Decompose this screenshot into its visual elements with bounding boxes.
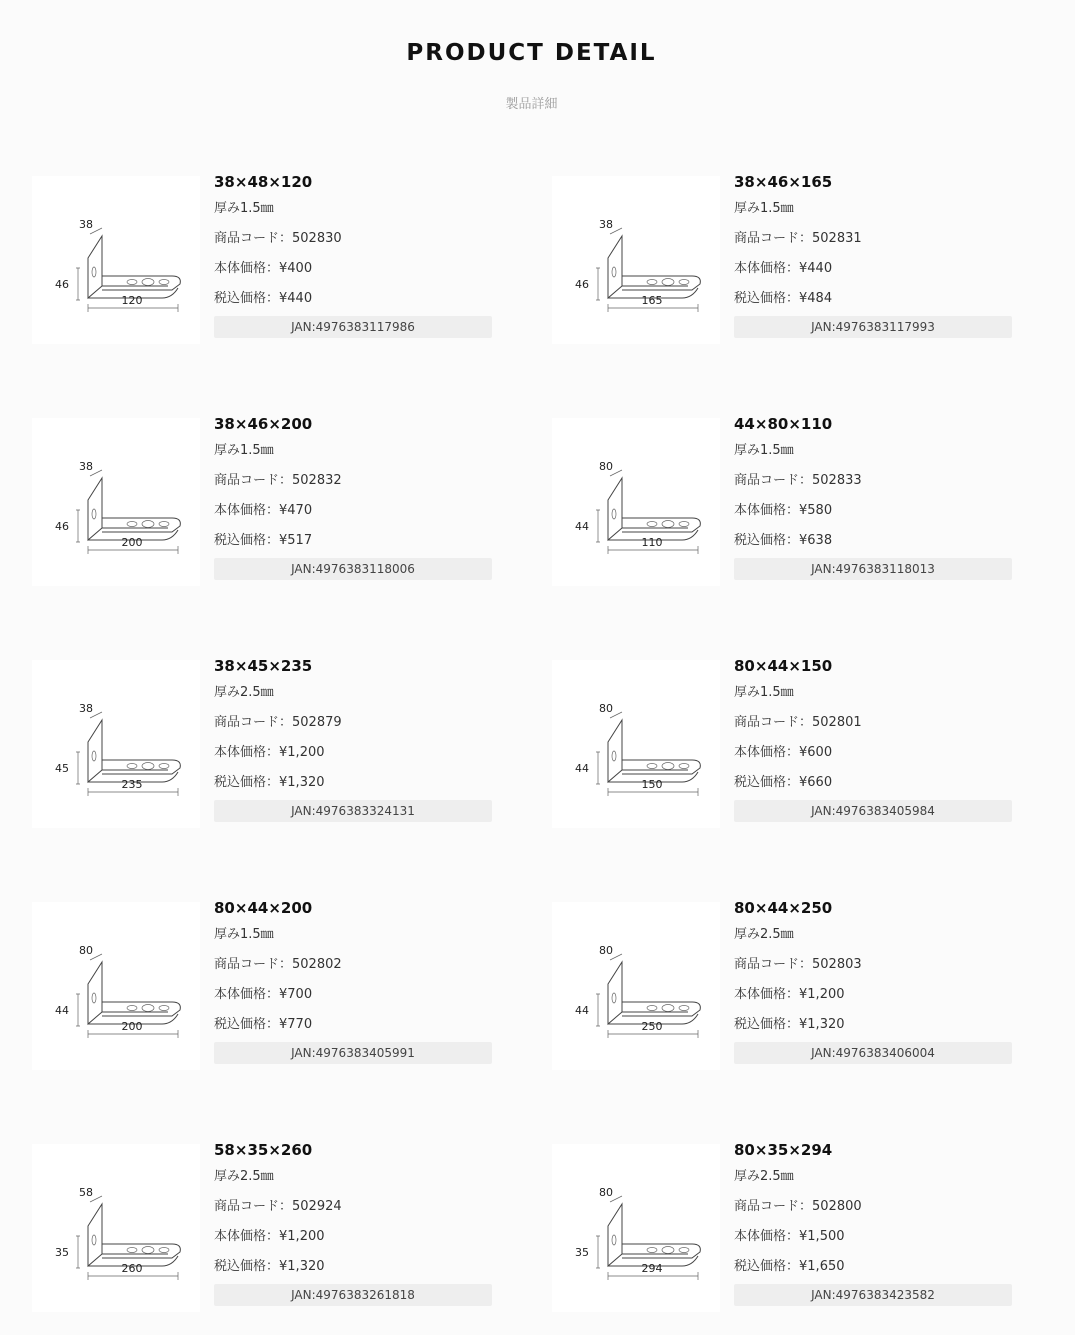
product-code-row: [734, 224, 1012, 254]
dim-a-label: 38: [599, 218, 613, 231]
product-card: [32, 174, 512, 344]
product-code: 502924: [292, 1199, 342, 1214]
product-price: ¥580: [799, 503, 833, 518]
tax-price-label: 税込価格：: [214, 291, 280, 306]
product-image: [32, 1144, 200, 1312]
product-info: [734, 416, 1012, 556]
product-image: [32, 660, 200, 828]
product-info: [214, 416, 492, 556]
product-title: 38×46×200: [214, 415, 313, 433]
product-title: 58×35×260: [214, 1141, 313, 1159]
jan-code: JAN:4976383405984: [734, 800, 1012, 822]
product-tax-price-row: [214, 768, 492, 798]
price-label: 本体価格：: [214, 503, 280, 518]
price-label: 本体価格：: [734, 745, 800, 760]
product-tax-price: ¥440: [279, 291, 313, 306]
product-title: 38×48×120: [214, 173, 313, 191]
product-tax-price: ¥484: [799, 291, 833, 306]
code-label: 商品コード：: [214, 231, 293, 246]
product-info: [214, 174, 492, 314]
product-price: ¥1,200: [279, 745, 325, 760]
product-tax-price: ¥1,650: [799, 1259, 845, 1274]
jan-code: JAN:4976383117986: [214, 316, 492, 338]
dim-a-label: 80: [79, 944, 93, 957]
code-label: 商品コード：: [734, 473, 813, 488]
product-info: [734, 1142, 1012, 1282]
bracket-drawing: [32, 1144, 200, 1312]
dim-b-label: 44: [575, 520, 589, 533]
product-card: [552, 658, 1032, 828]
product-price: ¥1,200: [279, 1229, 325, 1244]
product-card: [32, 1142, 512, 1312]
dim-a-label: 80: [599, 460, 613, 473]
code-label: 商品コード：: [214, 715, 293, 730]
product-tax-price: ¥1,320: [279, 775, 325, 790]
product-thickness: 厚み2.5㎜: [734, 1169, 794, 1184]
product-card: [552, 900, 1032, 1070]
product-code-row: [214, 950, 492, 980]
product-image: [552, 418, 720, 586]
tax-price-label: 税込価格：: [214, 775, 280, 790]
product-code: 502803: [812, 957, 862, 972]
product-price: ¥400: [279, 261, 313, 276]
bracket-drawing: [552, 176, 720, 344]
product-image: [552, 1144, 720, 1312]
product-thickness: 厚み1.5㎜: [214, 443, 274, 458]
code-label: 商品コード：: [734, 715, 813, 730]
product-code-row: [214, 1192, 492, 1222]
product-info: [734, 900, 1012, 1040]
dim-c-label: 110: [641, 536, 663, 549]
product-thickness: 厚み1.5㎜: [734, 201, 794, 216]
product-title: 38×46×165: [734, 173, 833, 191]
tax-price-label: 税込価格：: [734, 775, 800, 790]
code-label: 商品コード：: [734, 231, 813, 246]
bracket-drawing: [32, 176, 200, 344]
code-label: 商品コード：: [734, 957, 813, 972]
product-thickness: 厚み2.5㎜: [214, 1169, 274, 1184]
product-tax-price-row: [734, 1252, 1012, 1282]
jan-code: JAN:4976383405991: [214, 1042, 492, 1064]
product-image: [552, 176, 720, 344]
product-price: ¥440: [799, 261, 833, 276]
product-title: 80×35×294: [734, 1141, 833, 1159]
tax-price-label: 税込価格：: [734, 1259, 800, 1274]
product-price-row: [214, 1222, 492, 1252]
product-price-row: [734, 738, 1012, 768]
bracket-drawing: [32, 418, 200, 586]
product-tax-price: ¥660: [799, 775, 833, 790]
jan-code: JAN:4976383324131: [214, 800, 492, 822]
product-tax-price-row: [214, 526, 492, 556]
product-price: ¥700: [279, 987, 313, 1002]
dim-c-label: 120: [121, 294, 143, 307]
dim-b-label: 44: [575, 762, 589, 775]
product-title: 80×44×250: [734, 899, 833, 917]
dim-c-label: 260: [121, 1262, 143, 1275]
product-code-row: [734, 708, 1012, 738]
bracket-drawing: [32, 660, 200, 828]
product-title: 80×44×200: [214, 899, 313, 917]
product-price-row: [734, 496, 1012, 526]
product-tax-price: ¥1,320: [799, 1017, 845, 1032]
bracket-drawing: [552, 1144, 720, 1312]
product-price-row: [734, 254, 1012, 284]
dim-c-label: 165: [641, 294, 663, 307]
tax-price-label: 税込価格：: [734, 1017, 800, 1032]
dim-b-label: 44: [55, 1004, 69, 1017]
product-code-row: [214, 466, 492, 496]
jan-code: JAN:4976383118013: [734, 558, 1012, 580]
product-card: [32, 900, 512, 1070]
product-code: 502800: [812, 1199, 862, 1214]
page-title: PRODUCT DETAIL: [406, 40, 657, 66]
jan-code: JAN:4976383261818: [214, 1284, 492, 1306]
product-title: 44×80×110: [734, 415, 833, 433]
product-info: [734, 174, 1012, 314]
price-label: 本体価格：: [214, 1229, 280, 1244]
bracket-drawing: [552, 660, 720, 828]
product-thickness: 厚み2.5㎜: [734, 927, 794, 942]
price-label: 本体価格：: [214, 745, 280, 760]
product-tax-price-row: [734, 526, 1012, 556]
product-tax-price: ¥770: [279, 1017, 313, 1032]
dim-b-label: 46: [55, 520, 69, 533]
dim-c-label: 294: [641, 1262, 663, 1275]
product-tax-price-row: [734, 768, 1012, 798]
product-price-row: [214, 496, 492, 526]
product-image: [32, 176, 200, 344]
dim-c-label: 200: [121, 536, 143, 549]
product-card: [552, 1142, 1032, 1312]
product-card: [32, 416, 512, 586]
product-price: ¥1,200: [799, 987, 845, 1002]
product-image: [552, 660, 720, 828]
bracket-drawing: [552, 902, 720, 1070]
dim-b-label: 45: [55, 762, 69, 775]
tax-price-label: 税込価格：: [214, 1259, 280, 1274]
product-thickness: 厚み1.5㎜: [734, 685, 794, 700]
dim-a-label: 80: [599, 944, 613, 957]
product-info: [734, 658, 1012, 798]
product-price: ¥600: [799, 745, 833, 760]
product-thickness: 厚み1.5㎜: [734, 443, 794, 458]
product-price-row: [734, 980, 1012, 1010]
product-info: [214, 900, 492, 1040]
product-price-row: [214, 738, 492, 768]
tax-price-label: 税込価格：: [734, 291, 800, 306]
product-code-row: [214, 224, 492, 254]
product-code: 502833: [812, 473, 862, 488]
product-price-row: [214, 254, 492, 284]
product-price-row: [734, 1222, 1012, 1252]
jan-code: JAN:4976383118006: [214, 558, 492, 580]
product-thickness: 厚み1.5㎜: [214, 201, 274, 216]
price-label: 本体価格：: [734, 1229, 800, 1244]
jan-code: JAN:4976383423582: [734, 1284, 1012, 1306]
price-label: 本体価格：: [214, 987, 280, 1002]
bracket-drawing: [552, 418, 720, 586]
price-label: 本体価格：: [734, 261, 800, 276]
dim-b-label: 35: [55, 1246, 69, 1259]
dim-a-label: 38: [79, 702, 93, 715]
product-price: ¥470: [279, 503, 313, 518]
product-price-row: [214, 980, 492, 1010]
product-tax-price-row: [214, 1252, 492, 1282]
product-code: 502830: [292, 231, 342, 246]
dim-b-label: 46: [55, 278, 69, 291]
product-title: 80×44×150: [734, 657, 833, 675]
product-title: 38×45×235: [214, 657, 313, 675]
dim-a-label: 58: [79, 1186, 93, 1199]
code-label: 商品コード：: [734, 1199, 813, 1214]
product-code-row: [734, 950, 1012, 980]
price-label: 本体価格：: [734, 503, 800, 518]
product-tax-price: ¥638: [799, 533, 833, 548]
dim-c-label: 235: [121, 778, 143, 791]
tax-price-label: 税込価格：: [214, 533, 280, 548]
product-tax-price: ¥1,320: [279, 1259, 325, 1274]
dim-a-label: 38: [79, 218, 93, 231]
product-image: [32, 902, 200, 1070]
product-thickness: 厚み2.5㎜: [214, 685, 274, 700]
dim-b-label: 46: [575, 278, 589, 291]
dim-a-label: 80: [599, 1186, 613, 1199]
product-card: [552, 416, 1032, 586]
product-code-row: [734, 466, 1012, 496]
dim-c-label: 250: [641, 1020, 663, 1033]
jan-code: JAN:4976383117993: [734, 316, 1012, 338]
price-label: 本体価格：: [734, 987, 800, 1002]
dim-a-label: 80: [599, 702, 613, 715]
tax-price-label: 税込価格：: [734, 533, 800, 548]
product-code: 502802: [292, 957, 342, 972]
product-tax-price: ¥517: [279, 533, 313, 548]
product-code: 502801: [812, 715, 862, 730]
product-tax-price-row: [214, 1010, 492, 1040]
product-image: [552, 902, 720, 1070]
product-tax-price-row: [734, 1010, 1012, 1040]
tax-price-label: 税込価格：: [214, 1017, 280, 1032]
product-price: ¥1,500: [799, 1229, 845, 1244]
product-card: [552, 174, 1032, 344]
code-label: 商品コード：: [214, 1199, 293, 1214]
page-subtitle: 製品詳細: [505, 97, 558, 112]
product-thickness: 厚み1.5㎜: [214, 927, 274, 942]
code-label: 商品コード：: [214, 957, 293, 972]
jan-code: JAN:4976383406004: [734, 1042, 1012, 1064]
dim-b-label: 44: [575, 1004, 589, 1017]
product-code: 502832: [292, 473, 342, 488]
product-info: [214, 1142, 492, 1282]
bracket-drawing: [32, 902, 200, 1070]
code-label: 商品コード：: [214, 473, 293, 488]
dim-b-label: 35: [575, 1246, 589, 1259]
product-code-row: [734, 1192, 1012, 1222]
product-tax-price-row: [214, 284, 492, 314]
dim-c-label: 150: [641, 778, 663, 791]
product-tax-price-row: [734, 284, 1012, 314]
product-info: [214, 658, 492, 798]
product-code-row: [214, 708, 492, 738]
product-card: [32, 658, 512, 828]
product-image: [32, 418, 200, 586]
dim-c-label: 200: [121, 1020, 143, 1033]
dim-a-label: 38: [79, 460, 93, 473]
product-code: 502831: [812, 231, 862, 246]
price-label: 本体価格：: [214, 261, 280, 276]
product-code: 502879: [292, 715, 342, 730]
